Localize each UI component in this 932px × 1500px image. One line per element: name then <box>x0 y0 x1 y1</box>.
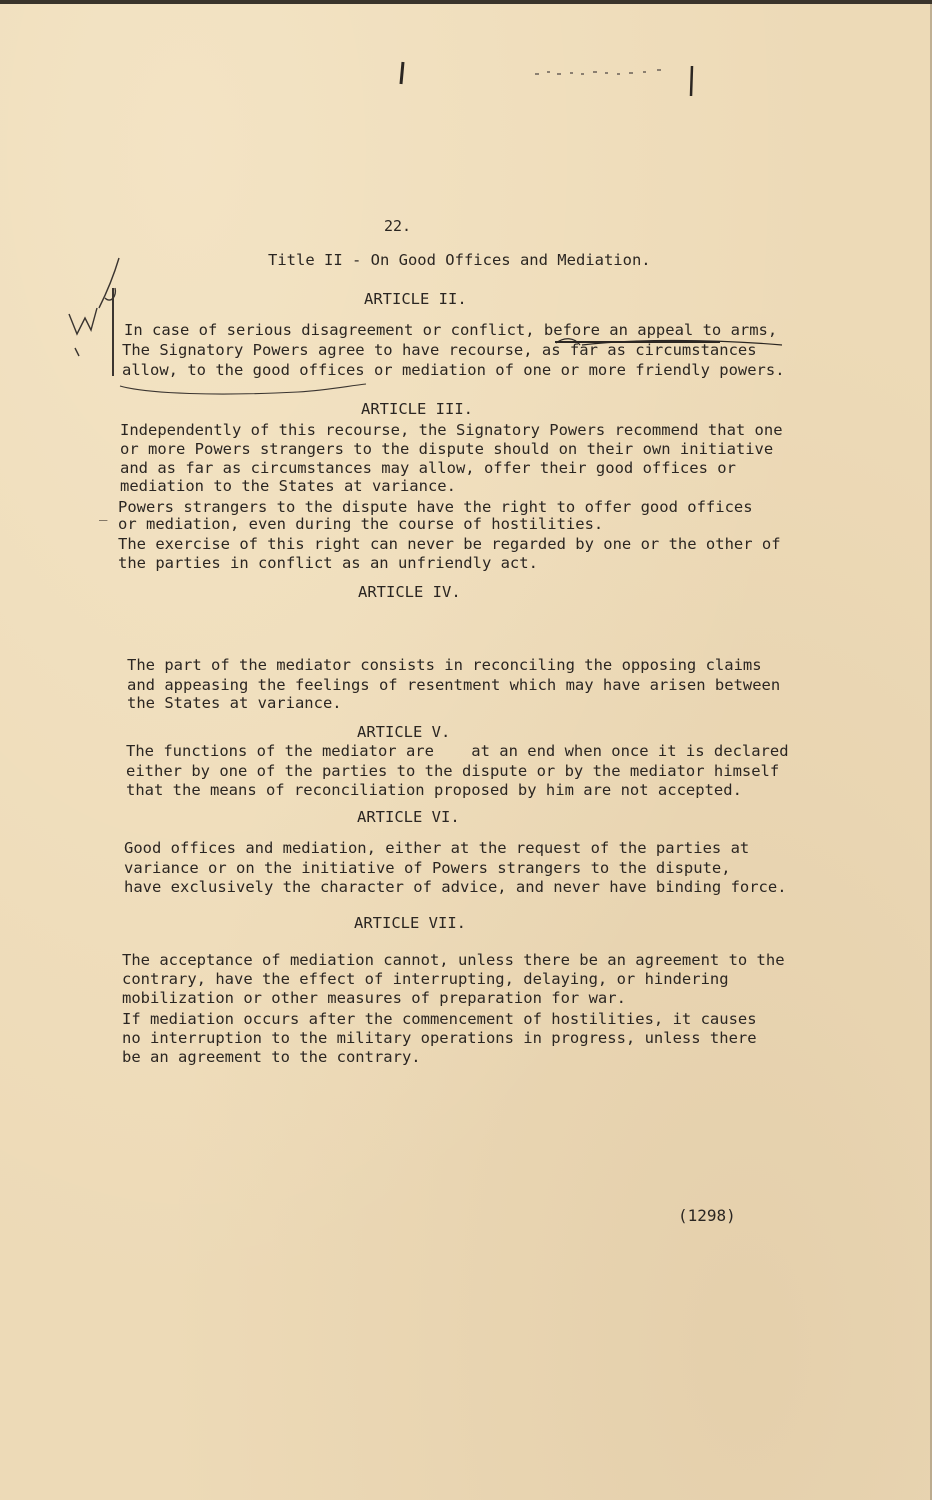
article-heading: ARTICLE V. <box>357 723 451 741</box>
article-line: The functions of the mediator are at an end when once it is declared <box>126 742 789 760</box>
article-heading: ARTICLE IV. <box>358 583 461 601</box>
article-line: the parties in conflict as an unfriendly act. <box>118 554 538 572</box>
bracket-underline-scribble <box>118 380 368 400</box>
margin-dash: _ <box>99 505 108 521</box>
article-line: mobilization or other measures of preparation for war. <box>122 989 626 1007</box>
article-line: In case of serious disagreement or conflict, before an appeal to arms, <box>124 321 778 339</box>
article-line: no interruption to the military operations in progress, unless there <box>122 1029 757 1047</box>
margin-bracket <box>112 288 114 376</box>
article-line: either by one of the parties to the dispute or by the mediator himself <box>126 762 780 780</box>
article-line: or mediation, even during the course of hostilities. <box>118 515 604 533</box>
article-line: mediation to the States at variance. <box>120 477 456 495</box>
article-heading: ARTICLE VII. <box>354 914 466 932</box>
article-line: If mediation occurs after the commencement of hostilities, it causes <box>122 1010 757 1028</box>
article-line: variance or on the initiative of Powers strangers to the dispute, <box>124 859 731 877</box>
article-heading: ARTICLE VI. <box>357 808 460 826</box>
article-line: that the means of reconciliation proposed by him are not accepted. <box>126 781 742 799</box>
article-line: and as far as circumstances may allow, offer their good offices or <box>120 459 736 477</box>
reference-number: (1298) <box>678 1206 736 1225</box>
article-heading: ARTICLE III. <box>361 400 473 418</box>
article-line: the States at variance. <box>127 694 342 712</box>
article-line: have exclusively the character of advice, and never have binding force. <box>124 878 787 896</box>
article-line: and appeasing the feelings of resentment which may have arisen between <box>127 676 781 694</box>
page-number: 22. <box>384 217 412 235</box>
article-line: Independently of this recourse, the Signatory Powers recommend that one <box>120 421 783 439</box>
document-title: Title II - On Good Offices and Mediation. <box>268 251 651 269</box>
article-line: The exercise of this right can never be regarded by one or the other of <box>118 535 781 553</box>
article-line: Powers strangers to the dispute have the right to offer good offices <box>118 498 753 516</box>
top-border <box>0 0 932 4</box>
article-line: Good offices and mediation, either at the request of the parties at <box>124 839 750 857</box>
article-line: contrary, have the effect of interrupting, delaying, or hindering <box>122 970 729 988</box>
article-line: The acceptance of mediation cannot, unless there be an agreement to the <box>122 951 785 969</box>
article-line: The Signatory Powers agree to have recourse, as far as circumstances <box>122 341 757 359</box>
article-line: The part of the mediator consists in reconciling the opposing claims <box>127 656 762 674</box>
handwritten-top-marks <box>395 60 725 100</box>
article-line: or more Powers strangers to the dispute should on their own initiative <box>120 440 774 458</box>
article-line: allow, to the good offices or mediation of one or more friendly powers. <box>122 361 785 379</box>
article-line: be an agreement to the contrary. <box>122 1048 421 1066</box>
article-heading: ARTICLE II. <box>364 290 467 308</box>
